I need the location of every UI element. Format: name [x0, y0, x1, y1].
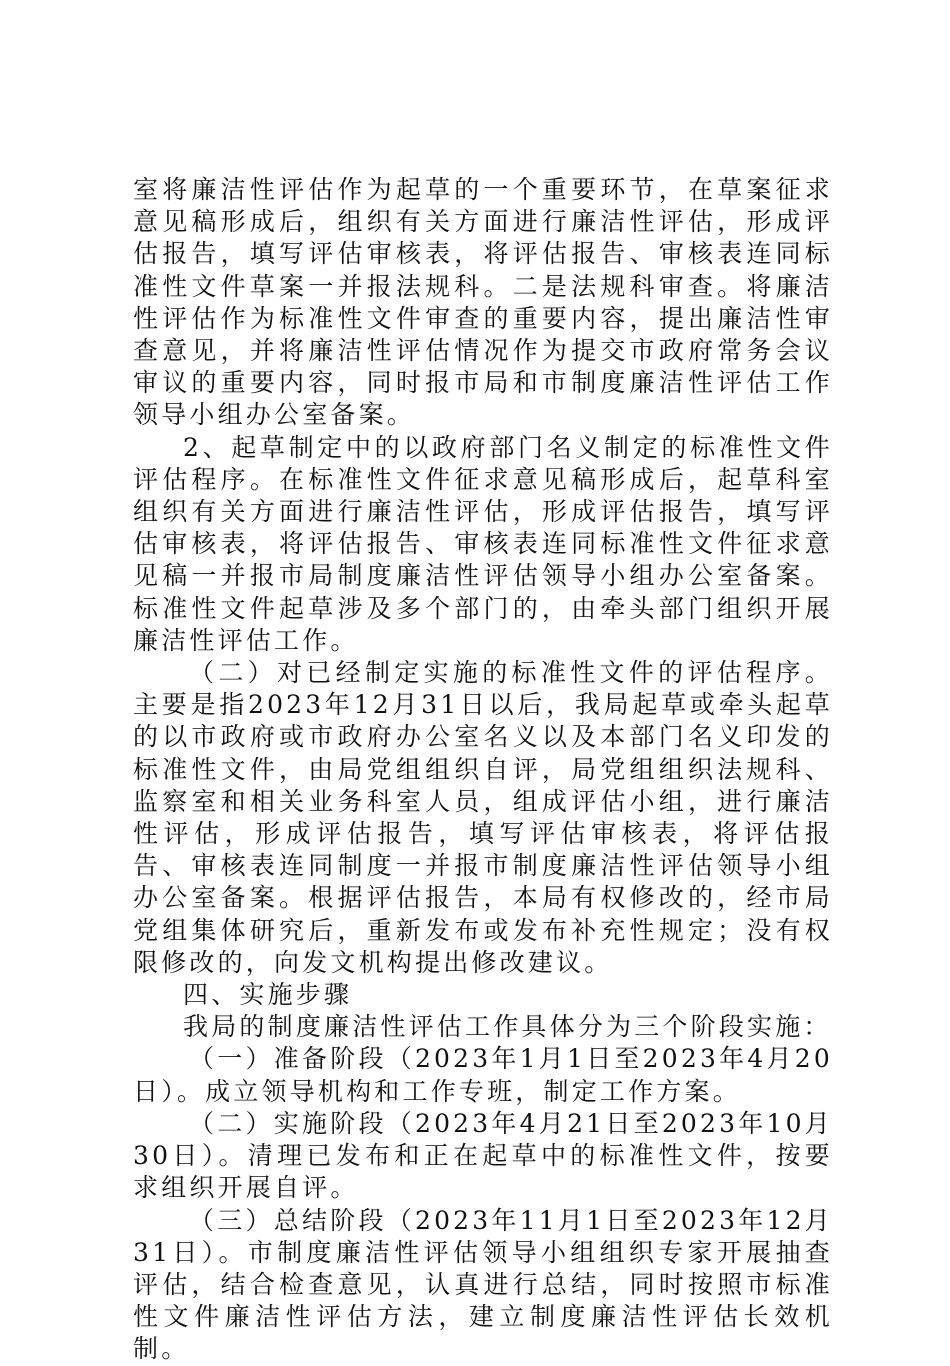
- paragraph-drafting-procedure: 2、起草制定中的以政府部门名义制定的标准性文件评估程序。在标准性文件征求意见稿形成后，起草科室组织有关方面进行廉洁性评估，形成评估报告，填写评估审核表，将评估报告、审核表连同标准性文件征求意见稿一并报市局制度廉洁性评估领导小组办公室备案。标准性文件起草涉及多个部门的，由牵头部门组织开展廉洁性评估工作。: [133, 432, 833, 655]
- paragraph-existing-documents: （二）对已经制定实施的标准性文件的评估程序。主要是指2023年12月31日以后，我局起草或牵头起草的以市政府或市政府办公室名义以及本部门名义印发的标准性文件，由局党组组织自评，局党组组织法规科、监察室和相关业务科室人员，组成评估小组，进行廉洁性评估，形成评估报告，填写评估审核表，将评估报告、审核表连同制度一并报市制度廉洁性评估领导小组办公室备案。根据评估报告，本局有权修改的，经市局党组集体研究后，重新发布或发布补充性规定；没有权限修改的，向发文机构提出修改建议。: [133, 658, 833, 977]
- paragraph-phase-summary: （三）总结阶段（2023年11月1日至2023年12月31日）。市制度廉洁性评估领导小组组织专家开展抽查评估，结合检查意见，认真进行总结，同时按照市标准性文件廉洁性评估方法，建立制度廉洁性评估长效机制。: [133, 1205, 833, 1364]
- document-body: [133, 174, 833, 1366]
- paragraph-phases-intro: 我局的制度廉洁性评估工作具体分为三个阶段实施：: [183, 1012, 832, 1042]
- paragraph-continuation: 室将廉洁性评估作为起草的一个重要环节，在草案征求意见稿形成后，组织有关方面进行廉洁性评估，形成评估报告，填写评估审核表，将评估报告、审核表连同标准性文件草案一并报法规科。二是法规科审查。将廉洁性评估作为标准性文件审查的重要内容，提出廉洁性审查意见，并将廉洁性评估情况作为提交市政府常务会议审议的重要内容，同时报市局和市制度廉洁性评估工作领导小组办公室备案。: [133, 175, 833, 430]
- section-heading-implementation-steps: 四、实施步骤: [183, 980, 353, 1010]
- paragraph-phase-implementation: （二）实施阶段（2023年4月21日至2023年10月30日）。清理已发布和正在起草中的标准性文件，按要求组织开展自评。: [133, 1108, 833, 1203]
- paragraph-phase-preparation: （一）准备阶段（2023年1月1日至2023年4月20日）。成立领导机构和工作专班，制定工作方案。: [133, 1044, 833, 1106]
